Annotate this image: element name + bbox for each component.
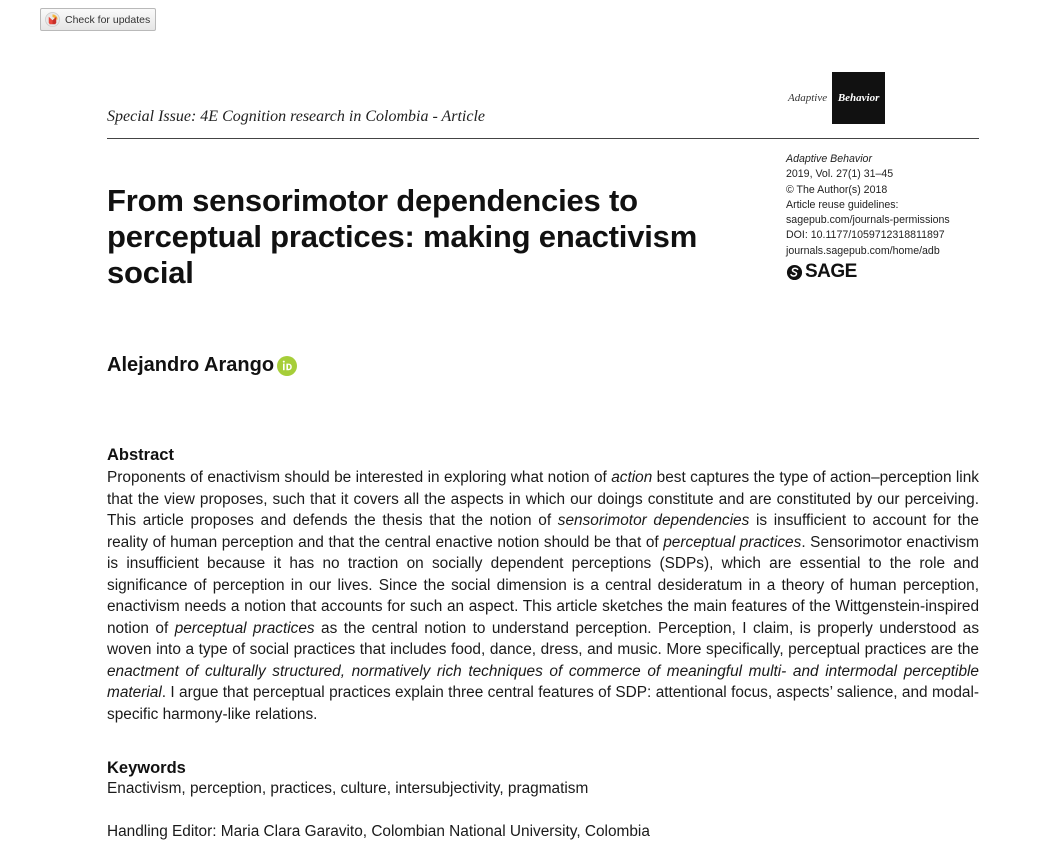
meta-journal: Adaptive Behavior — [786, 153, 872, 165]
journal-logo-left: Adaptive — [788, 92, 828, 104]
keywords-list: Enactivism, perception, practices, culture, intersubjectivity, pragmatism — [107, 780, 589, 797]
orcid-icon[interactable] — [277, 356, 297, 376]
abstract-heading: Abstract — [107, 446, 174, 464]
sage-icon — [786, 264, 803, 281]
series-label: Special Issue: 4E Cognition research in Colombia - Article — [107, 108, 486, 125]
meta-copyright: © The Author(s) 2018 — [786, 183, 888, 196]
check-for-updates-label: Check for updates — [65, 13, 151, 26]
journal-logo — [788, 72, 885, 124]
meta-reuse: Article reuse guidelines: — [786, 198, 899, 211]
sage-logo — [786, 262, 986, 282]
article-title: From sensorimotor dependencies to perceptual practices: making enactivism social — [107, 183, 698, 290]
article-metadata — [786, 152, 986, 282]
abstract-text: Proponents of enactivism should be interested in exploring what notion of action best captures the type of action–perception link that the view proposes, such that it covers all the aspects in which our doings constitute and are constituted by our perceiving. This article proposes and defends the thesis that the notion of sensorimotor dependencies is insufficient to account for the reality of human perception and that the central enactive notion should be that of perceptual practices. Sensorimotor enactivism is insufficient because it has no traction on socially dependent perceptions (SDPs), which are essential to the role and significance of perception in our lives. Since the social dimension is a central desideratum in a theory of human perception, enactivism needs a notion that accounts for such an aspect. This article sketches the main features of the Wittgenstein-inspired notion of perceptual practices as the central notion to understand perception. Perception, I claim, is properly understood as woven into a type of social practices that includes food, dance, dress, and music. More specifically, perceptual practices are the enactment of culturally structured, normatively rich techniques of commerce of meaningful multi- and intermodal perceptible material. I argue that perceptual practices explain three central features of SDP: attentional focus, aspects’ salience, and modal-specific harmony-like relations. — [107, 469, 980, 723]
author-name: Alejandro Arango — [107, 354, 275, 376]
meta-homepage-link[interactable]: journals.sagepub.com/home/adb — [786, 244, 940, 257]
meta-volume: 2019, Vol. 27(1) 31–45 — [786, 168, 894, 181]
header-divider — [107, 138, 979, 139]
meta-doi-link[interactable]: DOI: 10.1177/1059712318811897 — [786, 229, 945, 242]
check-for-updates-icon — [45, 12, 60, 27]
keywords-heading: Keywords — [107, 759, 186, 777]
check-for-updates-button[interactable] — [40, 8, 156, 31]
sage-wordmark: SAGE — [805, 261, 857, 283]
meta-permissions-link[interactable]: sagepub.com/journals-permissions — [786, 214, 950, 227]
handling-editor: Handling Editor: Maria Clara Garavito, Colombian National University, Colombia — [107, 823, 650, 840]
author-line — [107, 354, 297, 377]
journal-logo-box: Behavior — [832, 72, 885, 124]
